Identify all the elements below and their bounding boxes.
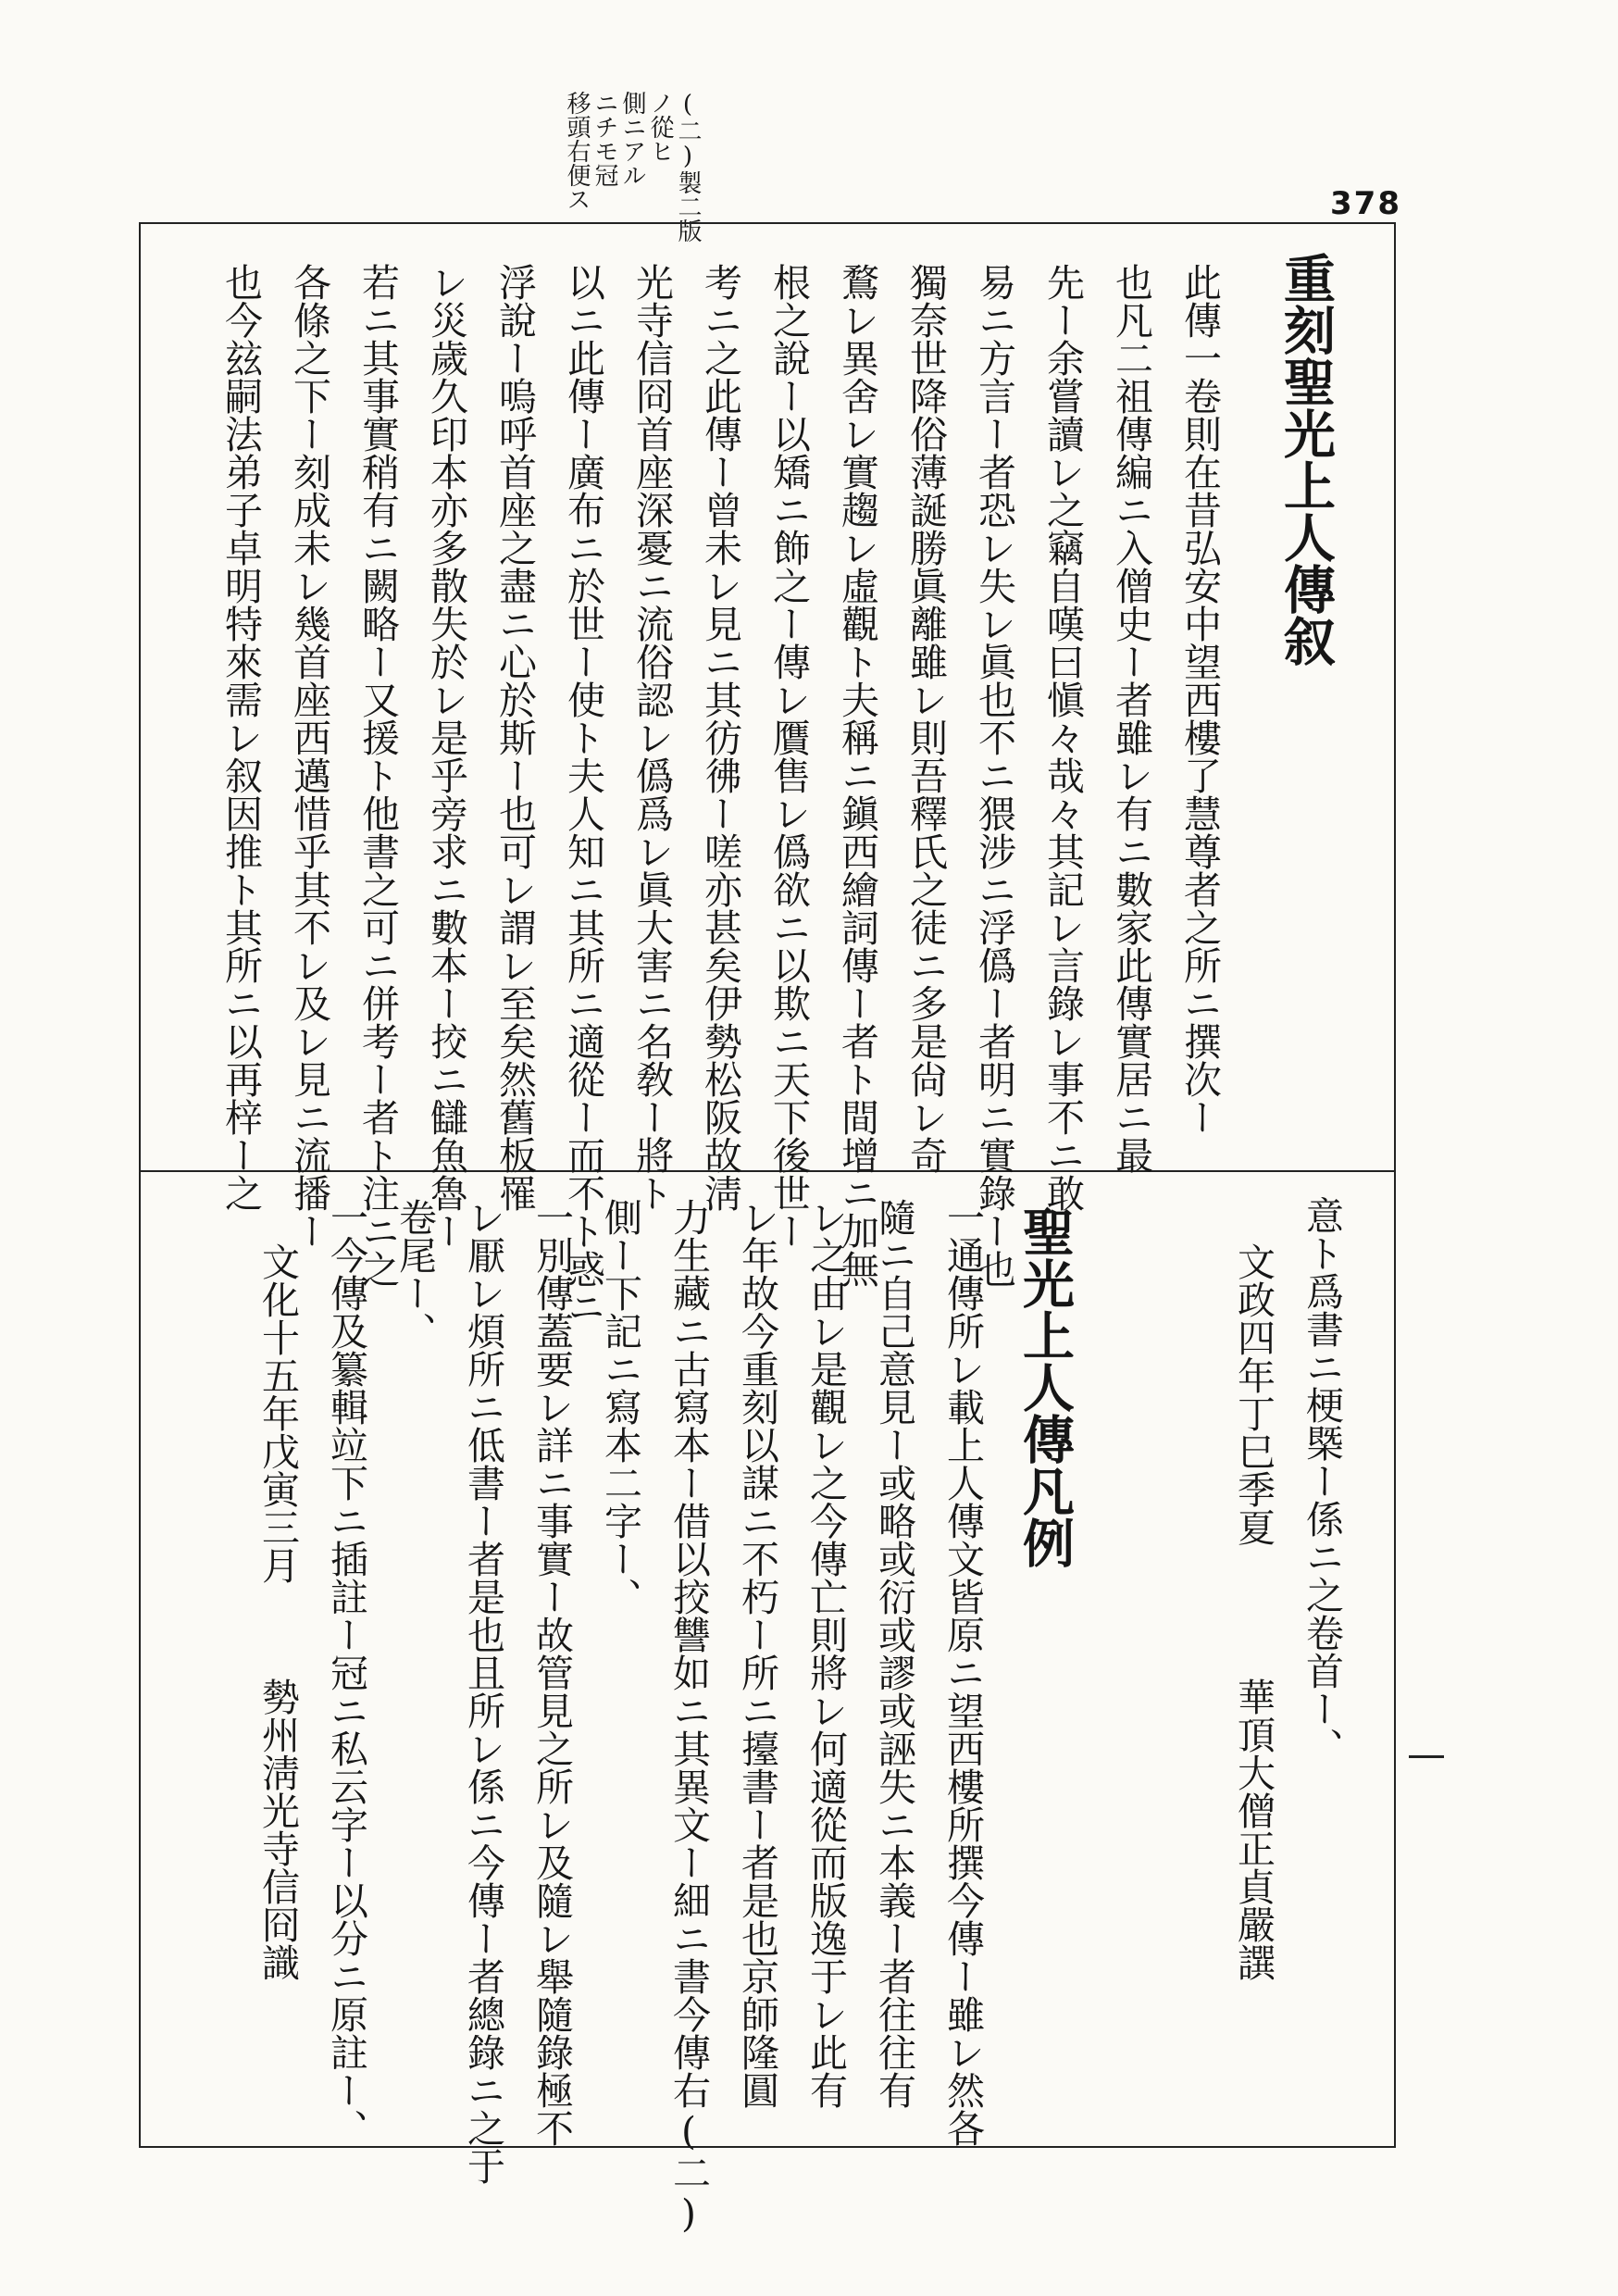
rules-line: 一通傳所レ載上人傳文皆原ニ望西樓所撰今傳ー雖レ然各 <box>940 1198 985 2147</box>
preface-line: 光寺信冏首座深憂ニ流俗認レ僞爲レ眞大害ニ名敎ー將ト <box>629 263 674 1212</box>
preface-line: レ災歲久印本亦多散失於レ是乎旁求ニ數本ー挍ニ讎魚魯ー <box>424 263 468 1250</box>
rules-line: レ之由レ是觀レ之今傳亡則將レ何適從而版逸于レ此有 <box>803 1198 848 2109</box>
preface-line: 浮說ー嗚呼首座之盡ニ心於斯ー也可レ謂レ至矣然舊板罹 <box>492 263 537 1212</box>
rules-line: 卷尾ー、 <box>392 1198 437 1350</box>
preface-line: 根之說ー以矯ニ飾之ー傳レ贋售レ僞欲ニ以欺ニ天下後世ー <box>766 263 811 1250</box>
margin-note-column: ノ從ヒ <box>646 91 674 163</box>
preface-line: 此傳一卷則在昔弘安中望西樓了慧尊者之所ニ撰次ー <box>1177 263 1222 1136</box>
page-mark <box>1409 1755 1444 1758</box>
preface-line: 先ー余嘗讀レ之竊自嘆曰愼々哉々其記レ言錄レ事不ニ敢 <box>1040 263 1085 1212</box>
rules-line: 力生藏ニ古寫本ー借以挍讐如ニ其異文ー細ニ書今傳右(二) <box>666 1198 711 2236</box>
preface-title: 重刻聖光上人傳叙 <box>1276 252 1337 667</box>
margin-note-column: 移頭右便ス <box>563 91 591 211</box>
rules-line: 一別傳蓋要レ詳ニ事實ー故管見之所レ及隨レ舉隨錄極不 <box>529 1198 574 2147</box>
preface-line: 若ニ其事實稍有ニ闕略ー又援ト他書之可ニ併考ー者ト注ニ之 <box>355 263 400 1288</box>
preface-line: 也今玆嗣法弟子卓明特來需レ叙因推ト其所ニ以再梓ー之 <box>218 263 263 1212</box>
preface-closing-line: 意ト爲書ニ梗槩ー係ニ之卷首ー、 <box>1300 1196 1344 1766</box>
rules-title: 聖光上人傳凡例 <box>1014 1205 1076 1568</box>
margin-note-column: 側ニアル <box>618 91 646 187</box>
preface-line: 考ニ之此傳ー曾未レ見ニ其彷彿ー嗟亦甚矣伊勢松阪故淸 <box>698 263 742 1212</box>
preface-line: 以ニ此傳ー廣布ニ於世ー使ト夫人知ニ其所ニ適從ー而不ト惑ニ <box>561 263 605 1326</box>
rules-line: レ年故今重刻以謀ニ不朽ー所ニ擡書ー者是也京師隆圓 <box>735 1198 779 2109</box>
preface-line: 鶩レ異舍レ實趨レ虛觀ト夫稱ニ鎭西繪詞傳ー者ト間增ニ加無 <box>835 263 879 1288</box>
rules-line: 隨ニ自己意見ー或略或衍或謬或誣失ニ本義ー者往往有 <box>872 1198 916 2109</box>
rules-date: 文化十五年戊寅三月 <box>255 1242 300 1584</box>
text-frame <box>139 222 1396 2236</box>
rules-line: 側ー下記ニ寫本二字ー、 <box>598 1198 642 1616</box>
preface-line: 各條之下ー刻成未レ幾首座西邁惜乎其不レ及レ見ニ流播ー <box>287 263 331 1250</box>
preface-line: 易ニ方言ー者恐レ失レ眞也不ニ猥涉ニ浮僞ー者明ニ實錄ー也 <box>972 263 1016 1288</box>
page-number: 378 <box>1330 185 1401 222</box>
rules-line: レ厭レ煩所ニ低書ー者是也且所レ係ニ今傳ー者總錄ニ之于 <box>461 1198 505 2185</box>
preface-line: 獨奈世降俗薄誕勝眞離雖レ則吾釋氏之徒ニ多是尙レ奇 <box>903 263 948 1174</box>
preface-date: 文政四年丁巳季夏 <box>1231 1242 1276 1546</box>
preface-author: 華頂大僧正貞嚴譔 <box>1231 1678 1276 1981</box>
margin-note-column: (二)製二版 <box>674 91 702 243</box>
preface-line: 也凡二祖傳編ニ入僧史ー者雖レ有ニ數家此傳實居ニ最 <box>1109 263 1153 1174</box>
rules-signature: 勢州淸光寺信冏識 <box>255 1678 300 1981</box>
rules-line: 一今傳及纂輯竝下ニ插註ー冠ニ私云字ー以分ニ原註ー、 <box>324 1198 368 2147</box>
margin-note-column: ニチモ冠 <box>591 91 618 187</box>
